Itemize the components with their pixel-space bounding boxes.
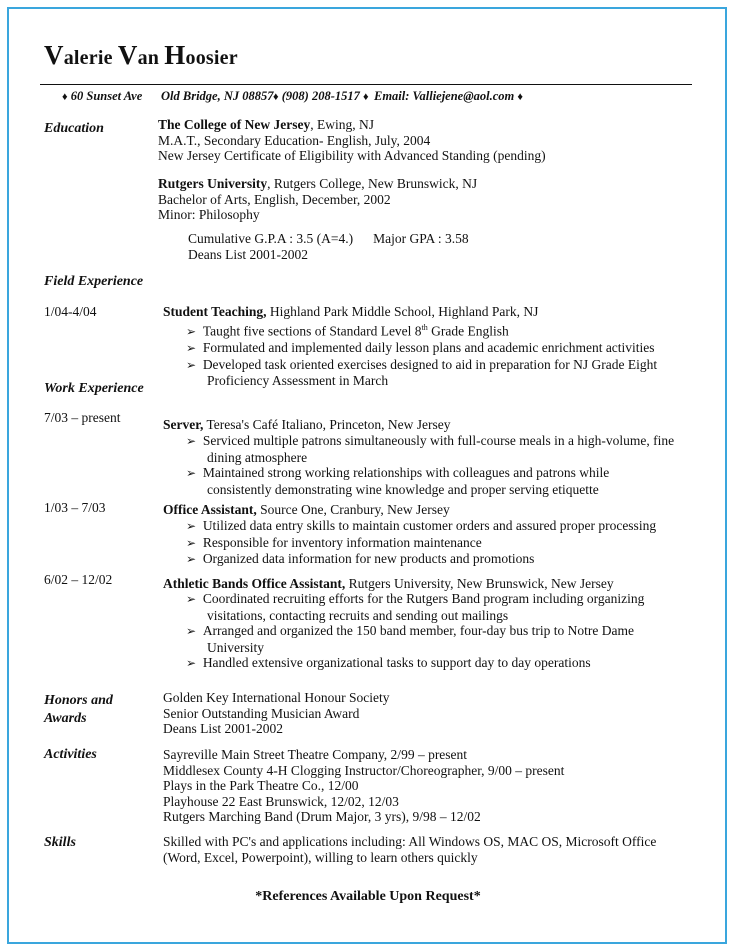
street: 60 Sunset Ave xyxy=(70,89,143,103)
job2-date: 1/03 – 7/03 xyxy=(44,500,106,515)
section-activities: Activities xyxy=(44,747,97,762)
email: Email: Valliejene@aol.com xyxy=(374,89,515,103)
honors-list: Golden Key International Honour Society Senior Outstanding Musician Award Deans List 2001-2002 xyxy=(163,690,390,736)
job3-bullets: ➢ Coordinated recruiting efforts for the Rutgers Band program including organizing visitations, contacting recruits and sending out mailings ➢ Arranged and organized the 150 band member, four-day bus trip to Notre Dame University ➢ Handled extensive organizational tasks to support day to day operations xyxy=(186,591,645,670)
section-work-experience: Work Experience xyxy=(44,381,144,396)
section-education: Education xyxy=(44,121,104,136)
contact-line: ♦ 60 Sunset Ave xyxy=(62,89,143,103)
education-school-2: Rutgers University, Rutgers College, New Brunswick, NJ Bachelor of Arts, English, December, 2002 Minor: Philosophy xyxy=(158,176,478,222)
skills-text: Skilled with PC's and applications including: All Windows OS, MAC OS, Microsoft Office (Word, Excel, Powerpoint), willing to learn others quickly xyxy=(163,834,657,865)
applicant-name: Valerie Van Hoosier xyxy=(44,40,238,70)
header-rule xyxy=(40,84,692,85)
field-bullets: ➢ Taught five sections of Standard Level 8th Grade English ➢ Formulated and implemented daily lesson plans and academic enrichment activities ➢ Developed task oriented exercises designed to aid in preparation for NJ Grade Eight Proficiency Assessment in March xyxy=(186,323,658,388)
job1-bullets: ➢ Serviced multiple patrons simultaneously with full-course meals in a high-volume, fine dining atmosphere ➢ Maintained strong working relationships with colleagues and patrons while consistently demonstrating wine knowledge and proper serving etiquette xyxy=(186,433,675,497)
gpa-block: Cumulative G.P.A : 3.5 (A=4.) Major GPA : 3.58 Deans List 2001-2002 xyxy=(188,231,469,262)
job2-title: Office Assistant, Source One, Cranbury, New Jersey xyxy=(163,502,450,517)
job2-bullets: ➢ Utilized data entry skills to maintain customer orders and assured proper processing ➢ Responsible for inventory information maintenance ➢ Organized data information for new products and promotions xyxy=(186,518,657,566)
job3-date: 6/02 – 12/02 xyxy=(44,572,113,587)
section-skills: Skills xyxy=(44,835,76,850)
field-date: 1/04-4/04 xyxy=(44,304,97,319)
job3-title: Athletic Bands Office Assistant, Rutgers University, New Brunswick, New Jersey xyxy=(163,576,614,591)
references-note: *References Available Upon Request* xyxy=(255,889,481,904)
activities-list: Sayreville Main Street Theatre Company, 2/99 – present Middlesex County 4-H Clogging Instructor/Choreographer, 9/00 – present Plays in the Park Theatre Co., 12/00 Playhouse 22 East Brunswick, 12/02, 12/03 Rutgers Marching Band (Drum Major, 3 yrs), 9/98 – 12/02 xyxy=(163,747,565,824)
education-school-1: The College of New Jersey, Ewing, NJ M.A.T., Secondary Education- English, July, 2004 New Jersey Certificate of Eligibility with Advanced Standing (pending) xyxy=(158,117,546,163)
section-field-experience: Field Experience xyxy=(44,274,144,289)
field-title: Student Teaching, Highland Park Middle School, Highland Park, NJ xyxy=(163,304,539,319)
phone: (908) 208-1517 xyxy=(281,89,360,103)
city: Old Bridge, NJ 08857 xyxy=(161,89,274,103)
section-honors: Honors and Awards xyxy=(44,693,113,726)
job1-date: 7/03 – present xyxy=(44,410,121,425)
job1-title: Server, Teresa's Café Italiano, Princeton, New Jersey xyxy=(163,417,451,432)
